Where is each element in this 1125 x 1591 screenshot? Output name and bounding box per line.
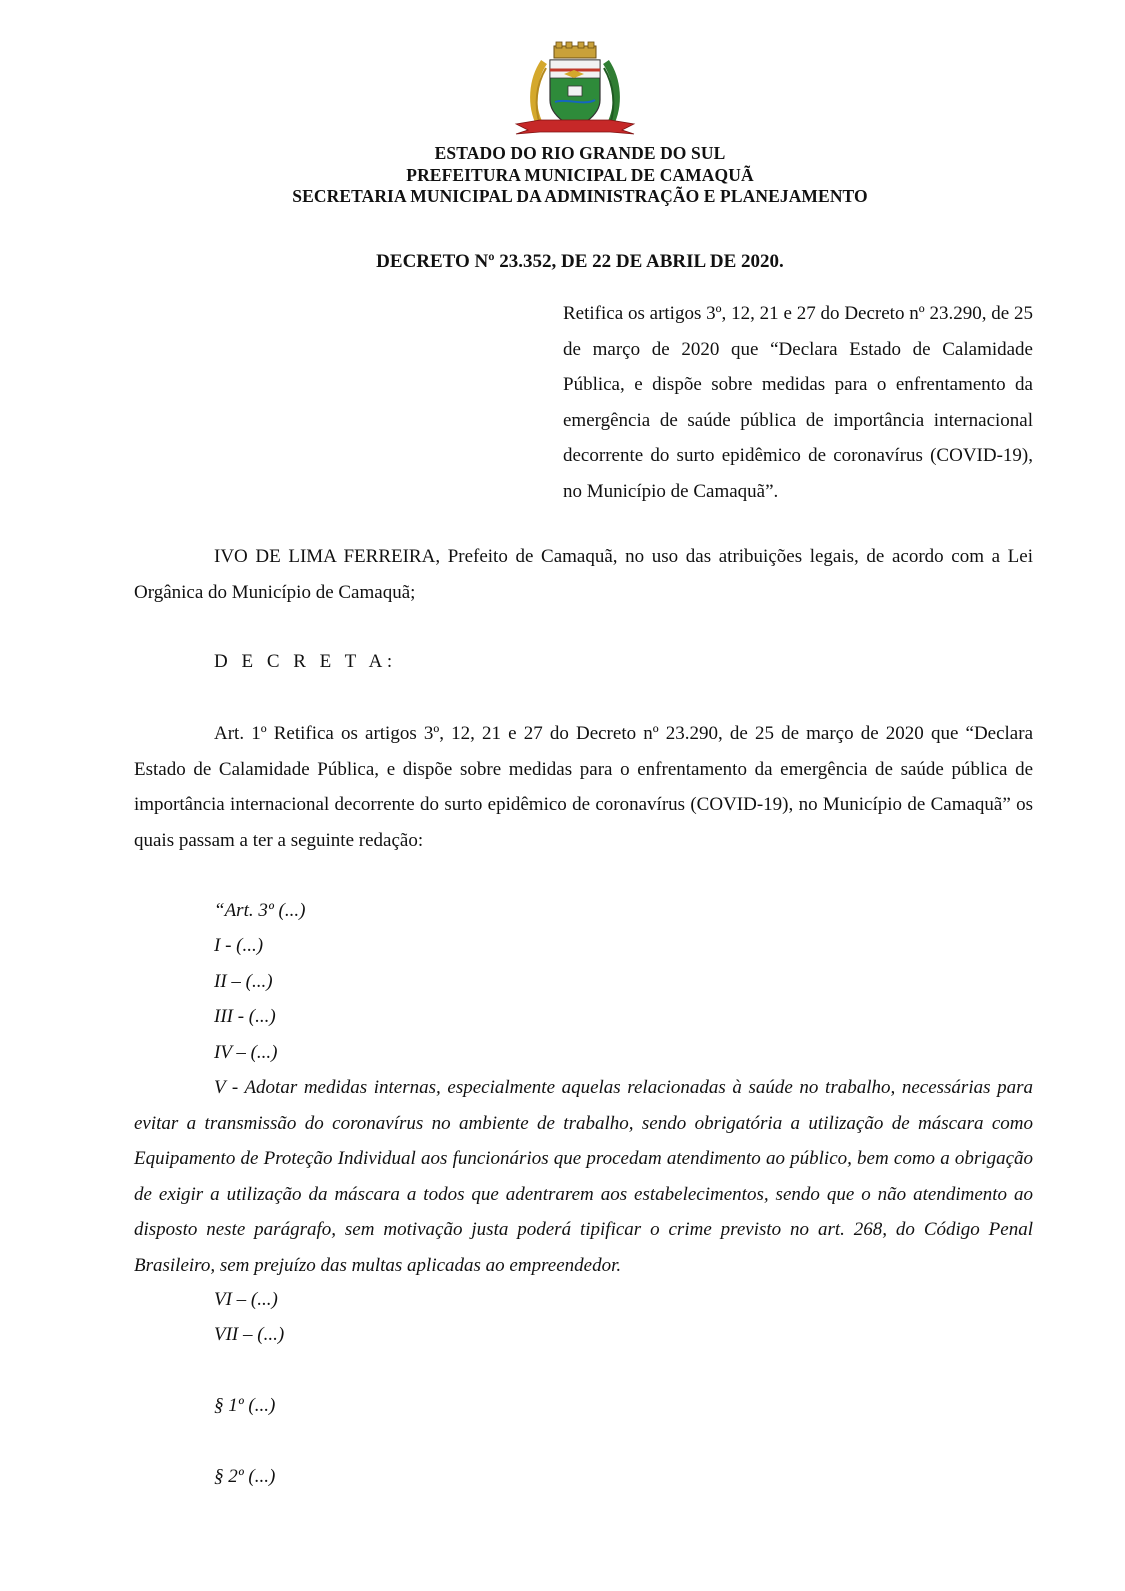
art3-item-v: V - Adotar medidas internas, especialmente aquelas relacionadas à saúde no trabalho, necessárias para evitar a transmissão do coronavírus no ambiente de trabalho, sendo obrigatória a utilização de máscara como Equipamento de Proteção Individual aos funcionários que procedam atendimento ao público, bem como a obrigação de exigir a utilização da máscara a todos que adentrarem aos estabelecimentos, sendo que o não atendimento ao disposto neste parágrafo, sem motivação justa poderá tipificar o crime previsto no art. 268, do Código Penal Brasileiro, sem prejuízo das multas aplicadas ao empreendedor. — [134, 1077, 1033, 1276]
art3-paragraph-1: § 1º (...) — [214, 1395, 276, 1416]
art3-item-iv: IV – (...) — [214, 1042, 278, 1063]
document-header — [0, 143, 1125, 208]
preamble: IVO DE LIMA FERREIRA, Prefeito de Camaquã, no uso das atribuições legais, de acordo com a Lei Orgânica do Município de Camaquã; — [134, 546, 1033, 603]
article-1: Art. 1º Retifica os artigos 3º, 12, 21 e 27 do Decreto nº 23.290, de 25 de março de 2020 que “Declara Estado de Calamidade Pública, e dispõe sobre medidas para o enfrentamento da emergência de saúde pública de importância internacional decorrente do surto epidêmico de coronavírus (COVID-19), no Município de Camaquã” os quais passam a ter a seguinte redação: — [134, 723, 1033, 851]
art3-item-vi: VI – (...) — [214, 1289, 278, 1310]
art3-paragraph-2: § 2º (...) — [214, 1466, 276, 1487]
header-state: ESTADO DO RIO GRANDE DO SUL — [434, 143, 726, 163]
art3-item-ii: II – (...) — [214, 971, 273, 992]
art3-item-vii: VII – (...) — [214, 1324, 285, 1345]
art3-head: “Art. 3º (...) — [214, 900, 306, 921]
decree-title: DECRETO Nº 23.352, DE 22 DE ABRIL DE 2020. — [376, 251, 784, 272]
ementa: Retifica os artigos 3º, 12, 21 e 27 do Decreto nº 23.290, de 25 de março de 2020 que “Declara Estado de Calamidade Pública, e dispõe sobre medidas para o enfrentamento da emergência de saúde pública de importância internacional decorrente do surto epidêmico de coronavírus (COVID-19), no Município de Camaquã”. — [563, 303, 1033, 502]
header-prefecture: PREFEITURA MUNICIPAL DE CAMAQUÃ — [406, 164, 754, 185]
coat-of-arms-icon — [510, 40, 640, 140]
art3-item-iii: III - (...) — [214, 1006, 276, 1027]
header-secretariat: SECRETARIA MUNICIPAL DA ADMINISTRAÇÃO E PLANEJAMENTO — [292, 186, 868, 206]
decreta-heading: D E C R E T A: — [214, 651, 397, 672]
art3-item-i: I - (...) — [214, 935, 264, 956]
